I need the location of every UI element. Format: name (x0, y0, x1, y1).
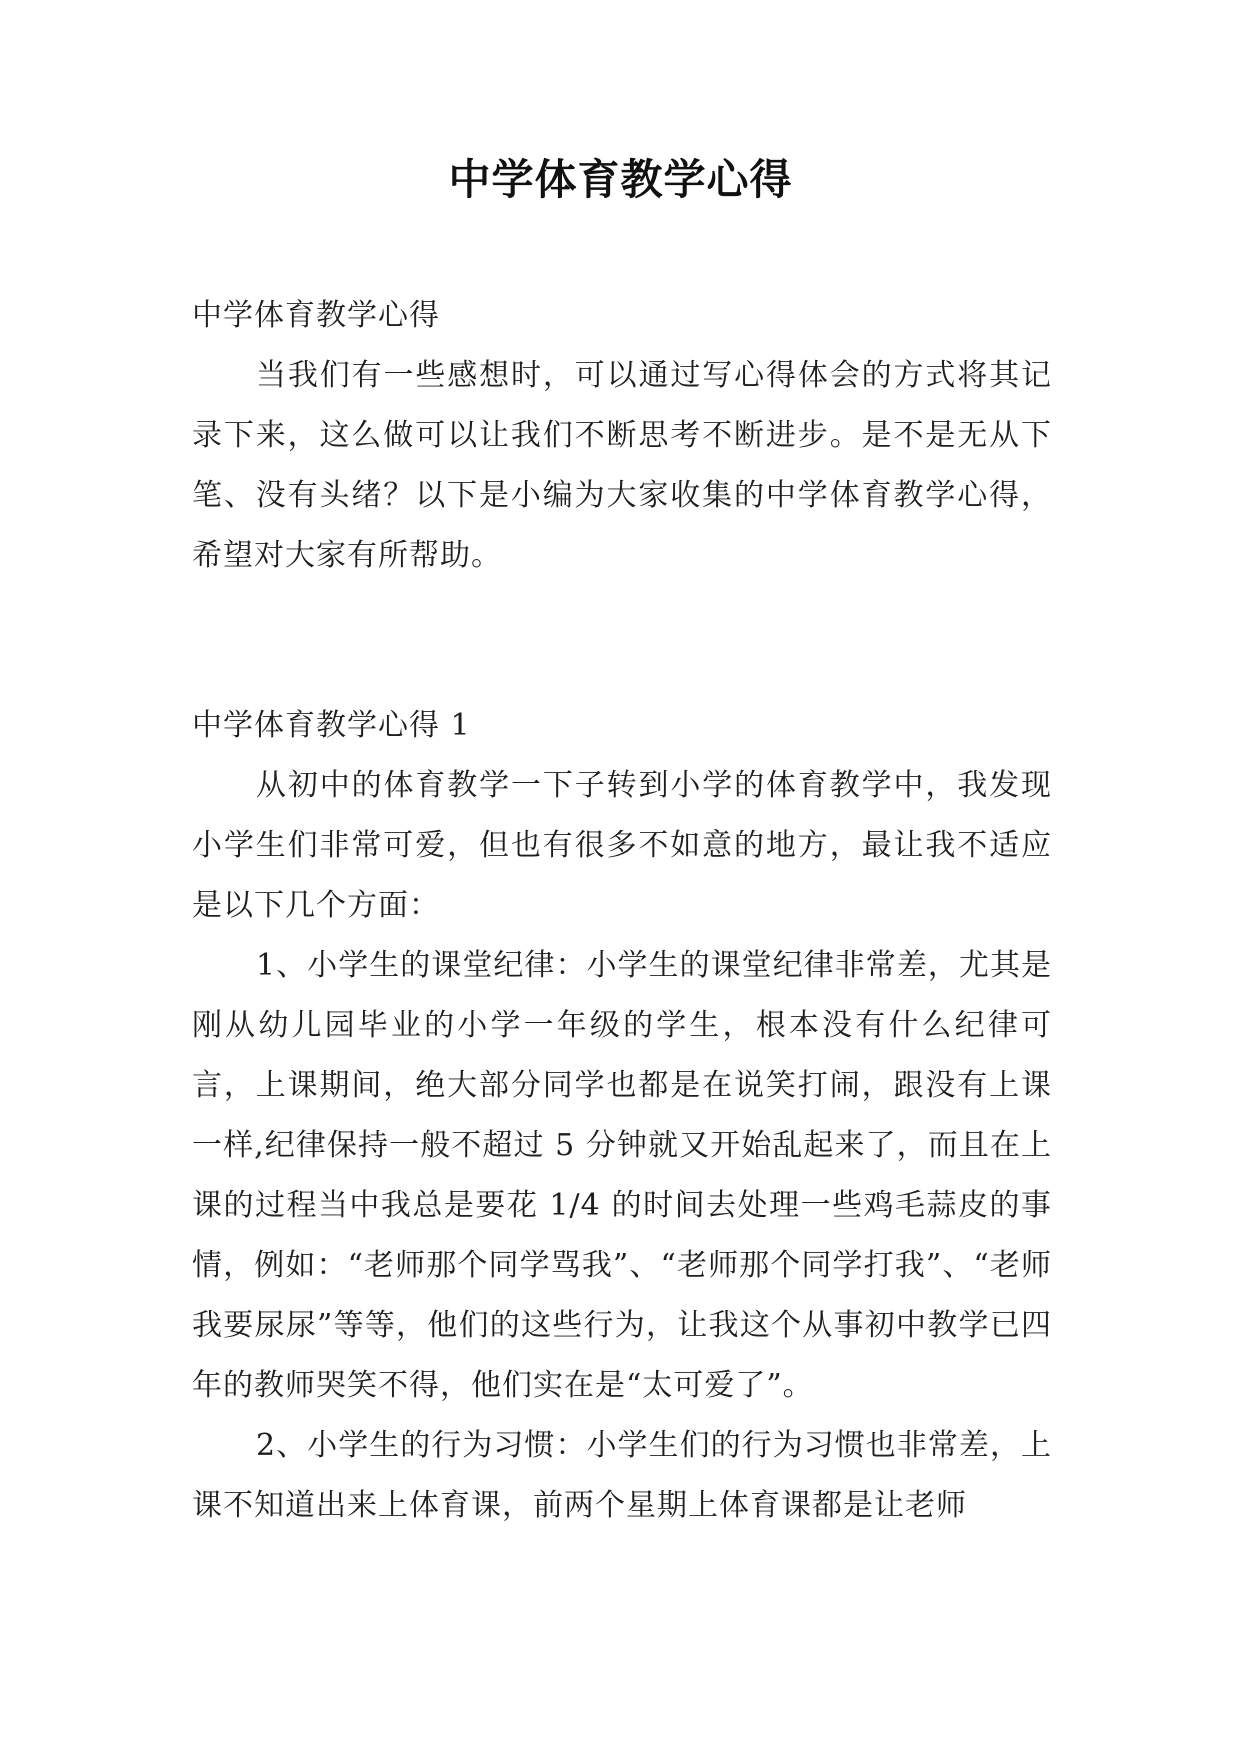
intro-heading: 中学体育教学心得 (192, 298, 440, 333)
document-title: 中学体育教学心得 (448, 155, 793, 204)
section-1-paragraph: 1、小学生的课堂纪律：小学生的课堂纪律非常差，尤其是刚从幼儿园毕业的小学一年级的学生，根本没有什么纪律可言，上课期间，绝大部分同学也都是在说笑打闹，跟没有上课一样,纪律保持一般不超过 5 分钟就又开始乱起来了，而且在上课的过程当中我总是要花 1/4 的时间去处理一些鸡毛蒜皮的事情，例如：“老师那个同学骂我”、“老师那个同学打我”、“老师我要尿尿”等等，他们的这些行为，让我这个从事初中教学已四年的教师哭笑不得，他们实在是“太可爱了”。 (192, 948, 1052, 1403)
intro-section (192, 286, 1052, 586)
section-1-paragraph: 从初中的体育教学一下子转到小学的体育教学中，我发现小学生们非常可爱，但也有很多不如意的地方，最让我不适应是以下几个方面： (192, 768, 1052, 923)
intro-paragraph: 当我们有一些感想时，可以通过写心得体会的方式将其记录下来，这么做可以让我们不断思考不断进步。是不是无从下笔、没有头绪？以下是小编为大家收集的中学体育教学心得，希望对大家有所帮助。 (192, 358, 1052, 573)
section-1-heading: 中学体育教学心得 1 (192, 708, 471, 743)
section-1 (192, 696, 1052, 1536)
section-1-paragraph: 2、小学生的行为习惯：小学生们的行为习惯也非常差，上课不知道出来上体育课，前两个星期上体育课都是让老师 (192, 1428, 1052, 1523)
